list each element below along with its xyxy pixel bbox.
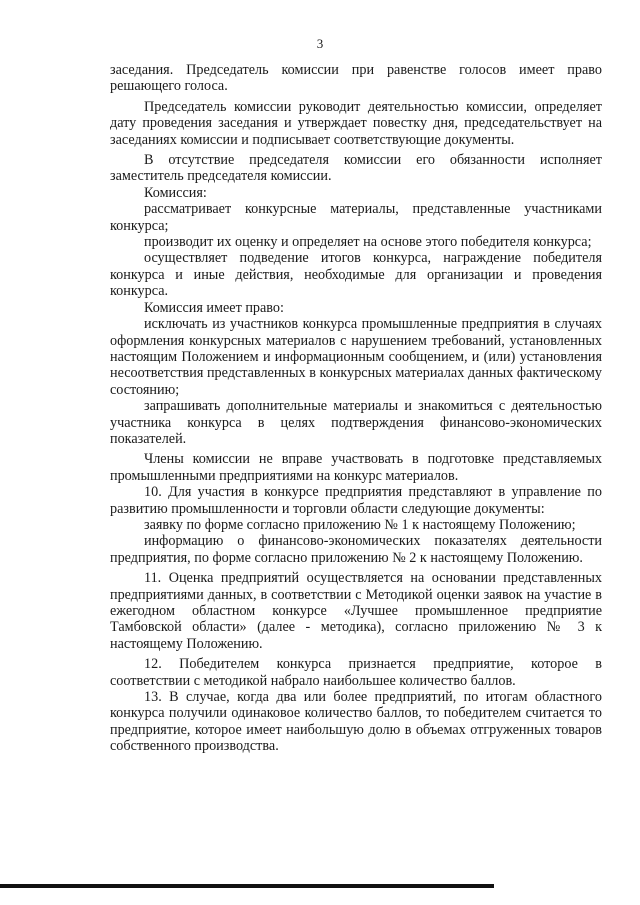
list-item-financial-info: информацию о финансово-экономических показателях деятельности предприятия, по форме согласно приложению № 2 к настоящему Положению. [110,533,602,566]
list-item-application: заявку по форме согласно приложению № 1 к настоящему Положению; [144,516,576,533]
paragraph-item-11: 11. Оценка предприятий осуществляется на основании представленных предприятиями данных, в соответствии с Методикой оценки заявок на участие в ежегодном областном конкурсе «Лучшее промышленное предприятие Тамбовской области» (далее - методика), согласно приложению № 3 к настоящему Положению. [110,570,602,652]
list-item-request: запрашивать дополнительные материалы и знакомиться с деятельностью участника конкурса в целях подтверждения финансово-экономических показателей. [110,398,602,447]
page-number: 3 [316,36,324,51]
paragraph-deputy: В отсутствие председателя комиссии его обязанности исполняет заместитель председателя комиссии. [110,152,602,185]
document-body [110,62,602,755]
list-item-summarize: осуществляет подведение итогов конкурса, награждение победителя конкурса и иные действия, необходимые для организации и проведения конкурса. [110,250,602,300]
list-item-exclude: исключать из участников конкурса промышленные предприятия в случаях оформления конкурсных материалов с нарушением требований, установленных настоящим Положением и информационным сообщением, и (или) установления несоответствия представленных в конкурсных материалах данных фактическому состоянию; [110,316,602,398]
paragraph-rights-heading: Комиссия имеет право: [144,299,284,316]
paragraph-chairman-duties: Председатель комиссии руководит деятельностью комиссии, определяет дату проведения заседания и утверждает повестку дня, председательствует на заседаниях комиссии и подписывает соответствующие документы. [110,98,602,148]
paragraph-item-13: 13. В случае, когда два или более предприятий, по итогам областного конкурса получили одинаковое количество баллов, то победителем считается то предприятие, которое имеет наибольшую долю в объемах отгруженных товаров собственного производства. [110,689,602,755]
page-bottom-rule [0,884,494,888]
list-item-review: рассматривает конкурсные материалы, представленные участниками конкурса; [110,201,602,234]
paragraph-item-12: 12. Победителем конкурса признается предприятие, которое в соответствии с методикой набрало наибольшее количество баллов. [110,656,602,689]
paragraph-members: Члены комиссии не вправе участвовать в подготовке представляемых промышленными предприятиями на конкурс материалов. [110,451,602,484]
paragraph-voting: заседания. Председатель комиссии при равенстве голосов имеет право решающего голоса. [110,62,602,95]
list-item-evaluate: производит их оценку и определяет на основе этого победителя конкурса; [144,234,592,251]
paragraph-commission-heading: Комиссия: [144,184,207,201]
paragraph-item-10: 10. Для участия в конкурсе предприятия представляют в управление по развитию промышленности и торговли области следующие документы: [110,484,602,517]
